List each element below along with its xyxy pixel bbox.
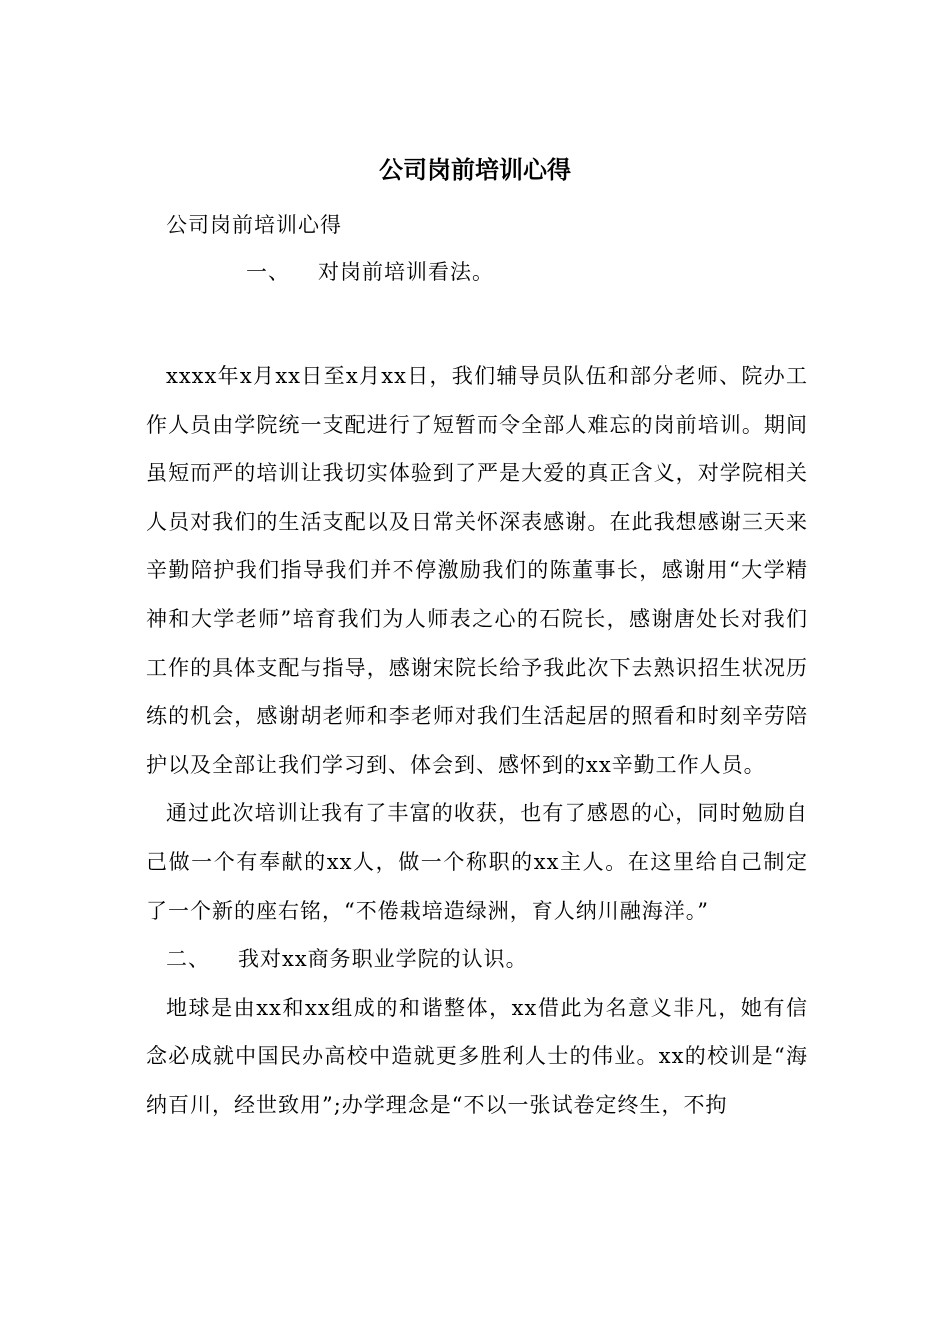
document-body bbox=[146, 352, 808, 1130]
section-heading-1 bbox=[146, 248, 908, 296]
section-heading-2-text: 我对xx商务职业学院的认识。 bbox=[238, 947, 528, 972]
document-subtitle: 公司岗前培训心得 bbox=[166, 213, 342, 237]
document-title: 公司岗前培训心得 bbox=[379, 155, 571, 184]
paragraph-1: xxxx年x月xx日至x月xx日，我们辅导员队伍和部分老师、院办工作人员由学院统一支配进行了短暂而令全部人难忘的岗前培训。期间虽短而严的培训让我切实体验到了严是大爱的真正含义，对学院相关人员对我们的生活支配以及日常关怀深表感谢。在此我想感谢三天来辛勤陪护我们指导我们并不停激励我们的陈董事长，感谢用“大学精神和大学老师”培育我们为人师表之心的石院长，感谢唐处长对我们工作的具体支配与指导，感谢宋院长给予我此次下去熟识招生状况历练的机会，感谢胡老师和李老师对我们生活起居的照看和时刻辛劳陪护以及全部让我们学习到、体会到、感怀到的xx辛勤工作人员。 bbox=[146, 364, 808, 777]
section-heading-2 bbox=[146, 935, 808, 984]
section-heading-2-number: 二、 bbox=[166, 947, 210, 972]
section-heading-1-text: 对岗前培训看法。 bbox=[318, 260, 494, 284]
section-heading-1-number: 一、 bbox=[246, 260, 290, 284]
paragraph-3: 地球是由xx和xx组成的和谐整体，xx借此为名意义非凡，她有信念必成就中国民办高校中造就更多胜利人士的伟业。xx的校训是“海纳百川，经世致用”;办学理念是“不以一张试卷定终生，不拘 bbox=[146, 995, 808, 1117]
paragraph-2: 通过此次培训让我有了丰富的收获，也有了感恩的心，同时勉励自己做一个有奉献的xx人，做一个称职的xx主人。在这里给自己制定了一个新的座右铭，“不倦栽培造绿洲，育人纳川融海洋。” bbox=[146, 801, 808, 923]
